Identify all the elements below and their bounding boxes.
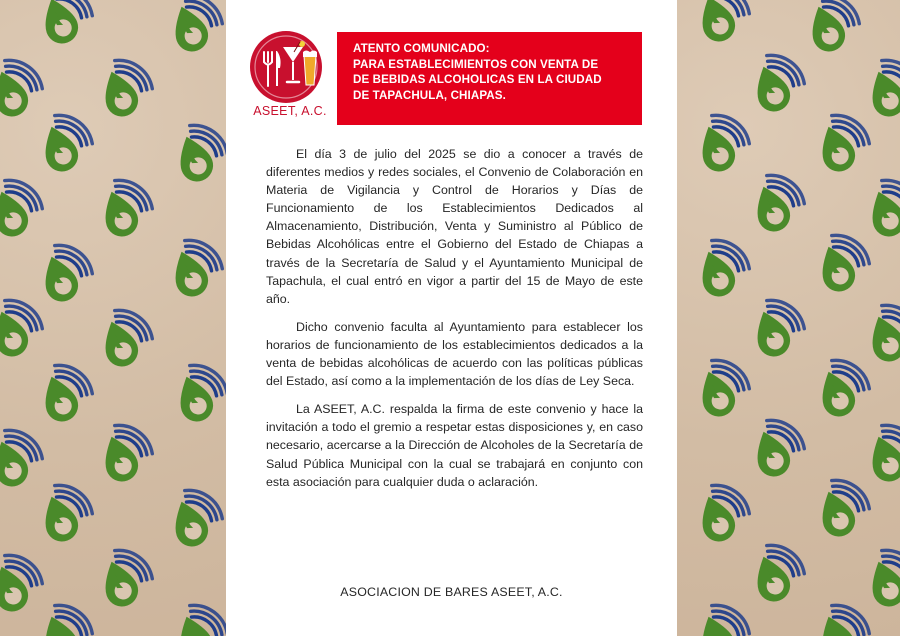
aseet-logo — [240, 26, 340, 124]
water-drop-icon — [93, 302, 158, 371]
water-drop-icon — [800, 0, 865, 56]
water-drop-icon — [860, 52, 900, 121]
water-drop-icon — [93, 172, 158, 241]
water-drop-icon — [745, 537, 810, 606]
body-paragraph-1: El día 3 de julio del 2025 se dio a conocer a través de diferentes medios y redes sociales, el Convenio de Colaboración en Materia de Vigilancia y Control de Horarios y Días de Funcionamiento de los Establecimientos Dedicados al Almacenamiento, Distribución, Venta y Suministro al Público de Bebidas Alcohólicas entre el Gobierno del Estado de Chiapas a través de la Secretaría de Salud y el Ayuntamiento Municipal de Tapachula, el cual entró en vigor a partir del 15 de Mayo de este año. — [266, 147, 643, 306]
water-drop-icon — [690, 352, 755, 421]
water-drop-icon — [810, 227, 875, 296]
water-drop-icon — [0, 422, 49, 491]
water-drop-icon — [690, 0, 755, 46]
body-paragraph-3: La ASEET, A.C. respalda la firma de este convenio y hace la invitación a todo el gremio a respetar estas disposiciones y, en caso necesario, acercarse a la Dirección de Alcoholes de la Secretaría de Salud Pública Municipal con la cual se trabajará en conjunto con esta asociación para cualquier duda o aclaración. — [266, 402, 643, 489]
water-drop-icon — [745, 167, 810, 236]
left-pattern-panel — [0, 0, 226, 636]
water-drop-icon — [163, 482, 226, 551]
water-drop-icon — [93, 417, 158, 486]
notice-line: PARA ESTABLECIMIENTOS CON VENTA DE — [353, 57, 599, 71]
right-drop-pattern — [677, 0, 900, 636]
water-drop-icon — [163, 0, 226, 56]
water-drop-icon — [745, 292, 810, 361]
water-drop-icon — [860, 297, 900, 366]
water-drop-icon — [860, 172, 900, 241]
notice-body — [266, 145, 643, 501]
left-drop-pattern — [0, 0, 226, 636]
water-drop-icon — [33, 597, 98, 636]
water-drop-icon — [860, 542, 900, 611]
water-drop-icon — [168, 597, 226, 636]
water-drop-icon — [690, 597, 755, 636]
water-drop-icon — [33, 477, 98, 546]
water-drop-icon — [168, 117, 226, 186]
notice-line: ATENTO COMUNICADO: — [353, 42, 490, 55]
water-drop-icon — [810, 107, 875, 176]
right-pattern-panel — [677, 0, 900, 636]
water-drop-icon — [93, 542, 158, 611]
document-page — [226, 0, 677, 636]
body-paragraph-2: Dicho convenio faculta al Ayuntamiento para establecer los horarios de funcionamiento de los establecimientos dedicados a la venta de bebidas alcohólicas de acuerdo con las políticas públicas del Estado, así como a la implementación de los días de Ley Seca. — [266, 319, 643, 389]
water-drop-icon — [810, 597, 875, 636]
water-drop-icon — [810, 472, 875, 541]
water-drop-icon — [33, 107, 98, 176]
notice-banner — [337, 32, 642, 125]
water-drop-icon — [745, 47, 810, 116]
water-drop-icon — [810, 352, 875, 421]
water-drop-icon — [33, 237, 98, 306]
water-drop-icon — [33, 357, 98, 426]
water-drop-icon — [0, 52, 49, 121]
logo-emblem — [244, 30, 336, 104]
water-drop-icon — [93, 52, 158, 121]
water-drop-icon — [163, 232, 226, 301]
water-drop-icon — [690, 477, 755, 546]
water-drop-icon — [860, 417, 900, 486]
water-drop-icon — [0, 172, 49, 241]
water-drop-icon — [33, 0, 98, 48]
signature: ASOCIACION DE BARES ASEET, A.C. — [340, 585, 563, 599]
water-drop-icon — [168, 357, 226, 426]
water-drop-icon — [745, 412, 810, 481]
water-drop-icon — [690, 107, 755, 176]
water-drop-icon — [690, 232, 755, 301]
logo-name: ASEET, A.C. — [253, 104, 327, 118]
notice-line: DE TAPACHULA, CHIAPAS. — [353, 88, 506, 102]
notice-line: DE BEBIDAS ALCOHOLICAS EN LA CIUDAD — [353, 73, 602, 87]
water-drop-icon — [0, 292, 49, 361]
water-drop-icon — [0, 547, 49, 616]
